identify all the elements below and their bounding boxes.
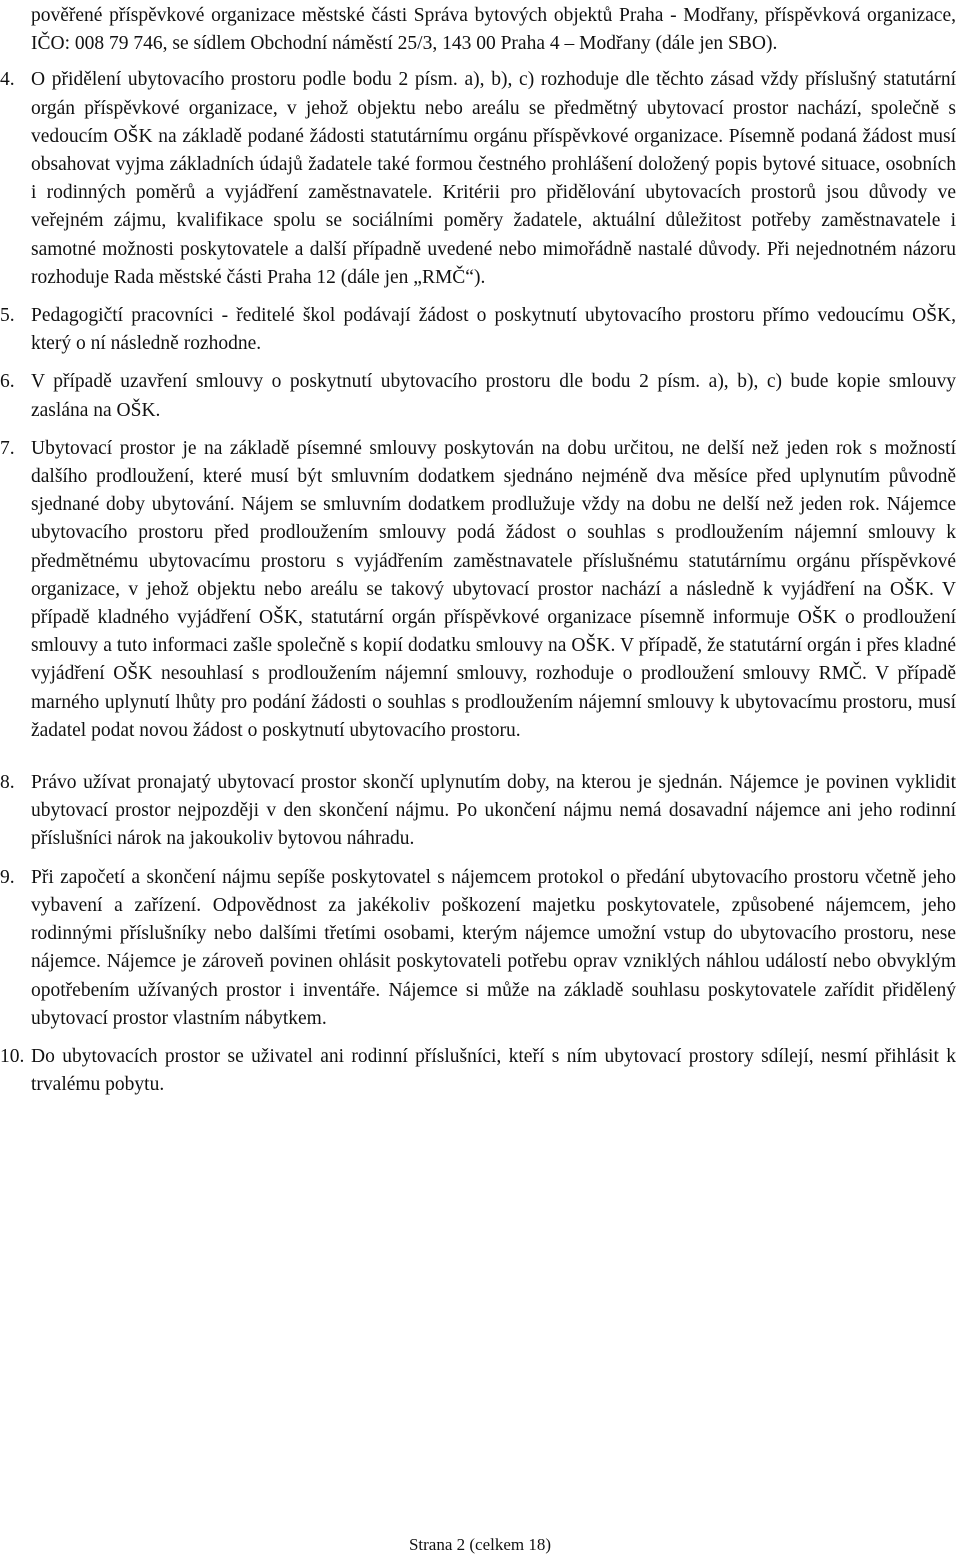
item-text: Při započetí a skončení nájmu sepíše poskytovatel s nájemcem protokol o předání ubytovacího prostoru včetně jeho vybavení a zařízení. Odpovědnost za jakékoliv poškození majetku poskytovatele, způsobené nájemcem, jeho rodinnými příslušníky nebo dalšími třetími osobami, kterým nájemce umožní vstup do ubytovacího prostoru, nese nájemce. Nájemce je zároveň povinen ohlásit poskytovateli potřebu oprav vzniklých náhlou událostí nebo obvyklým opotřebením užívaných prostor i inventáře. Nájemce si může na základě souhlasu poskytovatele zařídit přidělený ubytovací prostor vlastním nábytkem. bbox=[31, 866, 956, 1029]
item-text: Pedagogičtí pracovníci - ředitelé škol podávají žádost o poskytnutí ubytovacího prostoru přímo vedoucímu OŠK, který o ní následně rozhodne. bbox=[31, 305, 956, 355]
list-item-5 bbox=[0, 302, 956, 358]
item-number: 6. bbox=[0, 371, 15, 393]
page-footer: Strana 2 (celkem 18) bbox=[408, 1535, 552, 1554]
list-item-8 bbox=[0, 769, 956, 854]
item-text: V případě uzavření smlouvy o poskytnutí ubytovacího prostoru dle bodu 2 písm. a), b), c) bude kopie smlouvy zaslána na OŠK. bbox=[31, 371, 956, 421]
item-number: 5. bbox=[0, 305, 15, 327]
item-number: 10. bbox=[0, 1045, 25, 1067]
item-number: 4. bbox=[0, 69, 15, 91]
item-text: Do ubytovacích prostor se uživatel ani rodinní příslušníci, kteří s ním ubytovací prostory sdílejí, nesmí přihlásit k trvalému pobytu. bbox=[31, 1045, 956, 1096]
item-text: O přidělení ubytovacího prostoru podle bodu 2 písm. a), b), c) rozhoduje dle těchto zásad vždy příslušný statutární orgán příspěvkové organizace, v jehož objektu nebo areálu se předmětný ubytovací prostor nachází, společně s vedoucím OŠK na základě podané žádosti statutárnímu orgánu příspěvkové organizace. Písemně podaná žádost musí obsahovat vyjma základních údajů žadatele také formou čestného prohlášení doložený popis bytové situace, osobních i rodinných poměrů a vyjádření zaměstnavatele. Kritérii pro přidělování ubytovacích prostorů jsou důvody ve veřejném zájmu, kvalifikace spolu se sociálními poměry žadatele, aktuální důležitost potřeby zaměstnavatele i samotné možnosti poskytovatele a další případně uvedené nebo mimořádně nastalé důvody. Při nejednotném názoru rozhoduje Rada městské části Praha 12 (dále jen „RMČ“). bbox=[31, 69, 956, 288]
item-text: Ubytovací prostor je na základě písemné smlouvy poskytován na dobu určitou, ne delší než jeden rok s možností dalšího prodloužení, které musí být smluvním dodatkem sjednáno nejméně dva měsíce před uplynutím původně sjednané doby ubytování. Nájem se smluvním dodatkem prodlužuje vždy na dobu ne delší než jeden rok. Nájemce ubytovacího prostoru před prodloužením smlouvy podá žádost o souhlas s prodloužením nájemní smlouvy k předmětnému ubytovacímu prostoru s vyjádřením zaměstnavatele příslušnému statutárnímu orgánu příspěvkové organizace, v jehož objektu nebo areálu se takový ubytovací prostor nachází a následně k vyjádření na OŠK. V případě kladného vyjádření OŠK, statutární orgán příspěvkové organizace písemně informuje OŠK o prodloužení smlouvy a tuto informaci zašle společně s kopií dodatku smlouvy na OŠK. V případě, že statutární orgán i přes kladné vyjádření OŠK nesouhlasí s prodloužením nájemní smlouvy, rozhoduje o prodloužení smlouvy RMČ. V případě marného uplynutí lhůty pro podání žádosti o souhlas s prodloužením nájemní smlouvy k ubytovacímu prostoru, musí žadatel podat novou žádost o poskytnutí ubytovacího prostoru. bbox=[31, 437, 956, 741]
item-number: 9. bbox=[0, 866, 15, 888]
list-item-6 bbox=[0, 368, 956, 424]
item-number: 8. bbox=[0, 772, 15, 794]
list-item-4 bbox=[0, 66, 956, 292]
list-item-10 bbox=[0, 1043, 956, 1099]
list-item-9 bbox=[0, 864, 956, 1033]
intro-paragraph: pověřené příspěvkové organizace městské části Správa bytových objektů Praha - Modřany, příspěvková organizace, IČO: 008 79 746, se sídlem Obchodní náměstí 25/3, 143 00 Praha 4 – Modřany (dále jen SBO). bbox=[31, 5, 956, 55]
item-text: Právo užívat pronajatý ubytovací prostor skončí uplynutím doby, na kterou je sjednán. Nájemce je povinen vyklidit ubytovací prostor nejpozději v den skončení nájmu. Po ukončení nájmu nemá dosavadní nájemce ani jeho rodinní příslušníci nárok na jakoukoliv bytovou náhradu. bbox=[31, 772, 956, 850]
document-body bbox=[0, 2, 956, 1099]
list-item-7 bbox=[0, 435, 956, 745]
item-number: 7. bbox=[0, 437, 15, 459]
